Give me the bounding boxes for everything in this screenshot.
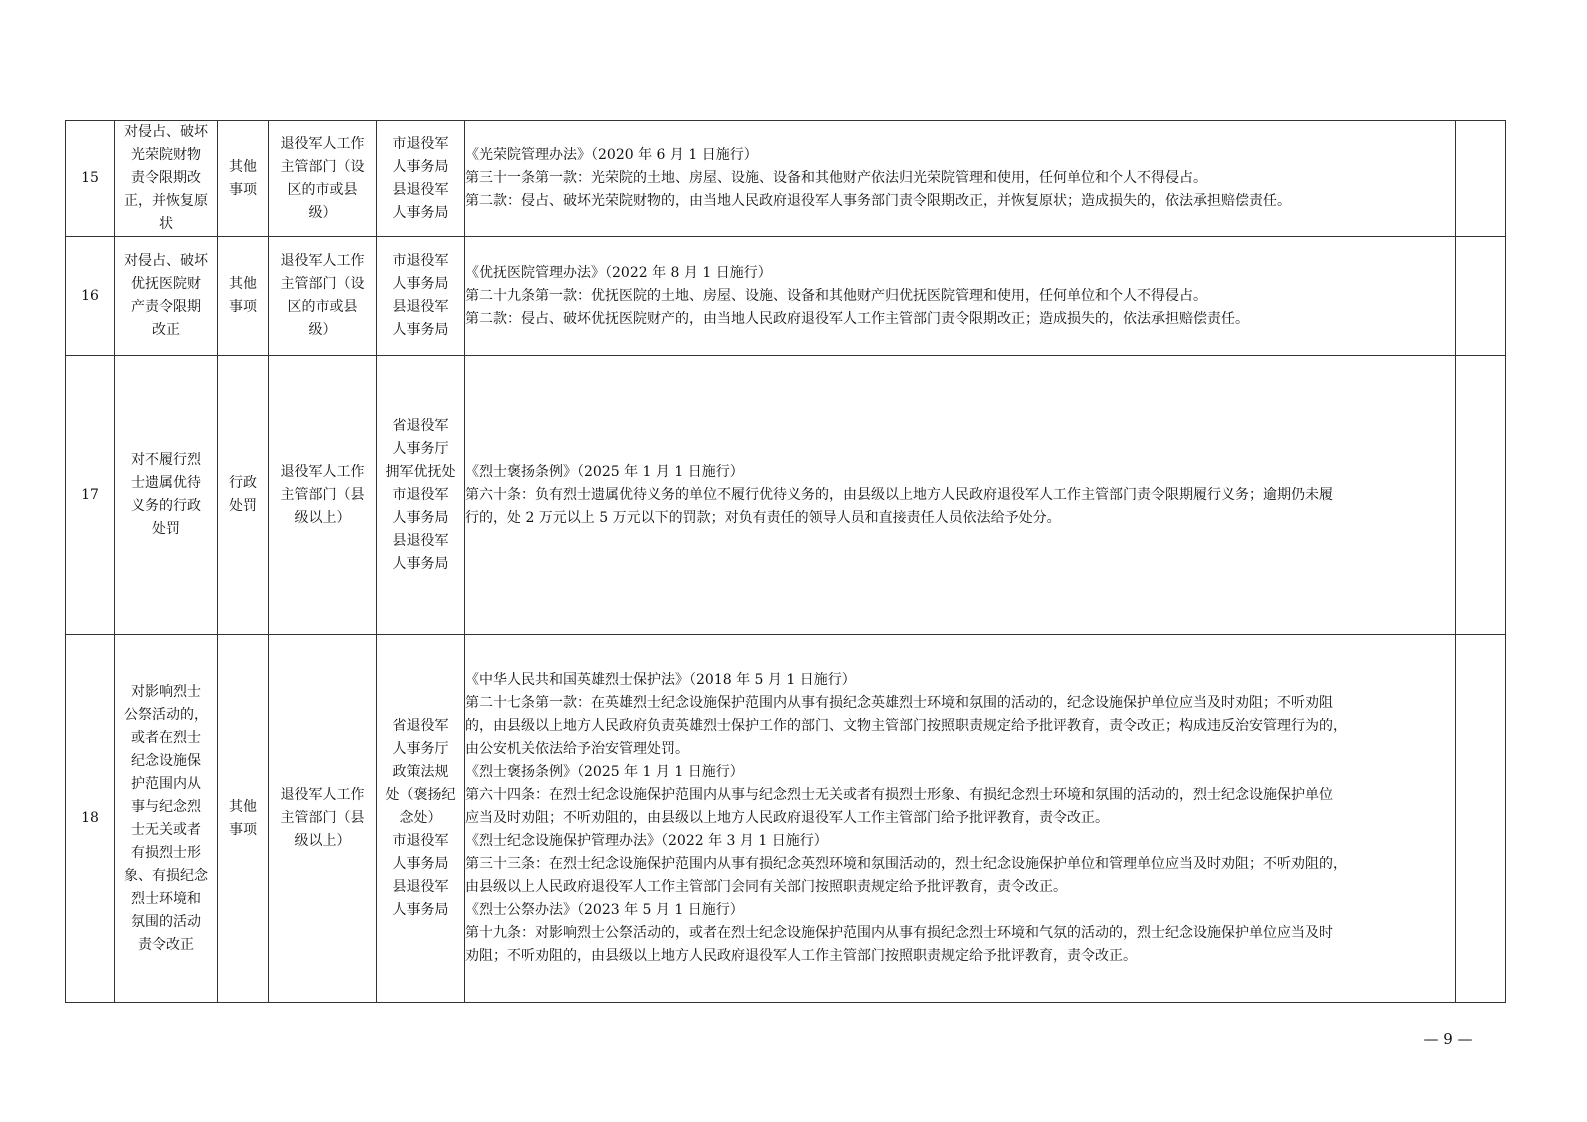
cell-text-line: 改正	[152, 322, 180, 338]
cell-text-line: 市退役军	[392, 135, 449, 152]
executor-cell	[377, 356, 465, 635]
cell-text-line: 人事务厅	[392, 440, 449, 457]
cell-text-line: 县退役军	[392, 879, 449, 895]
category-cell	[218, 237, 269, 356]
cell-text-line: 第三十一条第一款：光荣院的土地、房屋、设施、设备和其他财产依法归光荣院管理和使用，任何单位和个人不得侵占。	[465, 170, 1207, 186]
cell-text-line: 《光荣院管理办法》（2020 年 6 月 1 日施行）	[465, 147, 758, 163]
cell-text-line: 《烈士纪念设施保护管理办法》（2022 年 3 月 1 日施行）	[465, 833, 828, 849]
cell-text-line: 《烈士公祭办法》（2023 年 5 月 1 日施行）	[465, 902, 744, 918]
authority-cell	[269, 237, 377, 356]
cell-text-line: 的，由县级以上地方人民政府负责英雄烈士保护工作的部门、文物主管部门按照职责规定给予批评教育，责令改正；构成违反治安管理行为的，	[465, 718, 1347, 734]
legal-basis-cell	[465, 121, 1456, 237]
cell-text-line: 县退役军	[392, 299, 449, 315]
cell-text-line: 状	[159, 216, 173, 232]
cell-text-line: 退役军人工作	[280, 253, 365, 269]
row-number: 15	[66, 121, 115, 237]
cell-text-line: 第十九条：对影响烈士公祭活动的，或者在烈士纪念设施保护范围内从事有损纪念烈士环境和气氛的活动的，烈士纪念设施保护单位应当及时	[465, 925, 1333, 941]
cell-text-line: 有损烈士形	[131, 844, 201, 861]
cell-text-line: 第三十三条：在烈士纪念设施保护范围内从事有损纪念英烈环境和氛围活动的，烈士纪念设施保护单位和管理单位应当及时劝阻；不听劝阻的，	[465, 856, 1347, 872]
cell-text-line: 《优抚医院管理办法》（2022 年 8 月 1 日施行）	[465, 264, 772, 281]
cell-text-line: 责令改正	[138, 936, 194, 953]
cell-text-line: 市退役军	[392, 486, 449, 503]
cell-text-line: 劝阻；不听劝阻的，由县级以上地方人民政府退役军人工作主管部门按照职责规定给予批评教育，责令改正。	[465, 948, 1137, 964]
cell-text-line: 应当及时劝阻；不听劝阻的，由县级以上地方人民政府退役军人工作主管部门给予批评教育，责令改正。	[465, 810, 1109, 826]
cell-text-line: 公祭活动的，	[124, 706, 208, 723]
cell-text-line: 人事务局	[392, 204, 449, 221]
cell-text-line: 主管部门（设	[280, 276, 365, 292]
cell-text-line: 优抚医院财	[131, 276, 201, 292]
cell-text-line: 产责令限期	[131, 299, 201, 315]
cell-text-line: 事项	[229, 181, 257, 198]
item-name-cell	[115, 237, 218, 356]
cell-text-line: 烈士环境和	[131, 890, 201, 907]
item-name-cell	[115, 121, 218, 237]
cell-text-line: 《烈士褒扬条例》（2025 年 1 月 1 日施行）	[465, 463, 744, 480]
cell-text-line: 事与纪念烈	[131, 798, 201, 815]
cell-text-line: 士无关或者	[131, 821, 201, 838]
cell-text-line: 退役军人工作	[280, 463, 365, 480]
cell-text-line: 义务的行政	[131, 498, 201, 514]
cell-text-line: 级）	[308, 204, 337, 221]
cell-text-line: 市退役军	[392, 253, 449, 269]
cell-text-line: 县退役军	[392, 532, 449, 549]
executor-cell	[377, 635, 465, 1003]
category-cell	[218, 635, 269, 1003]
cell-text-line: 人事务局	[392, 509, 449, 526]
cell-text-line: 《中华人民共和国英雄烈士保护法》（2018 年 5 月 1 日施行）	[465, 672, 856, 688]
cell-text-line: 氛围的活动	[131, 913, 201, 930]
cell-text-line: 其他	[229, 276, 257, 292]
remark-cell	[1456, 237, 1506, 356]
cell-text-line: 象、有损纪念	[124, 867, 208, 884]
cell-text-line: 第六十四条：在烈士纪念设施保护范围内从事与纪念烈士无关或者有损烈士形象、有损纪念烈士环境和氛围的活动的，烈士纪念设施保护单位	[465, 787, 1333, 803]
remark-cell	[1456, 356, 1506, 635]
cell-text-line: 处（褒扬纪	[385, 787, 456, 803]
cell-text-line: 对侵占、破坏	[124, 253, 208, 269]
cell-text-line: 人事务局	[392, 902, 449, 918]
item-name-cell	[115, 635, 218, 1003]
cell-text-line: 区的市或县	[287, 181, 358, 198]
authority-cell	[269, 635, 377, 1003]
cell-text-line: 级以上）	[294, 509, 351, 526]
cell-text-line: 处罚	[152, 521, 180, 537]
cell-text-line: 第二款：侵占、破坏优抚医院财产的，由当地人民政府退役军人工作主管部门责令限期改正；造成损失的，依法承担赔偿责任。	[465, 310, 1249, 327]
table-row	[66, 356, 1506, 635]
page-number: — 9 —	[1423, 1030, 1473, 1048]
executor-cell	[377, 237, 465, 356]
cell-text-line: 正，并恢复原	[124, 193, 208, 209]
cell-text-line: 由县级以上人民政府退役军人工作主管部门会同有关部门按照职责规定给予批评教育，责令改正。	[465, 879, 1067, 895]
cell-text-line: 或者在烈士	[131, 729, 201, 746]
executor-cell	[377, 121, 465, 237]
cell-text-line: 行的，处 2 万元以上 5 万元以下的罚款；对负有责任的领导人员和直接责任人员依法给予处分。	[465, 509, 1061, 526]
cell-text-line: 由公安机关依法给予治安管理处罚。	[465, 741, 689, 757]
cell-text-line: 人事务局	[392, 322, 449, 338]
cell-text-line: 级）	[308, 322, 337, 338]
responsibility-table	[65, 120, 1506, 1003]
legal-basis-cell	[465, 635, 1456, 1003]
category-cell	[218, 121, 269, 237]
authority-cell	[269, 356, 377, 635]
cell-text-line: 士遗属优待	[131, 475, 201, 491]
cell-text-line: 第二款：侵占、破坏光荣院财物的，由当地人民政府退役军人事务部门责令限期改正，并恢复原状；造成损失的，依法承担赔偿责任。	[465, 193, 1291, 209]
cell-text-line: 人事务局	[392, 276, 449, 292]
cell-text-line: 主管部门（设	[280, 158, 365, 175]
cell-text-line: 第二十九条第一款：优抚医院的土地、房屋、设施、设备和其他财产归优抚医院管理和使用，任何单位和个人不得侵占。	[465, 287, 1207, 304]
cell-text-line: 《烈士褒扬条例》（2025 年 1 月 1 日施行）	[465, 764, 744, 780]
cell-text-line: 主管部门（县	[280, 810, 365, 826]
cell-text-line: 拥军优抚处	[385, 463, 456, 480]
cell-text-line: 退役军人工作	[280, 787, 365, 803]
cell-text-line: 纪念设施保	[131, 752, 201, 769]
cell-text-line: 念处）	[399, 810, 442, 826]
cell-text-line: 市退役军	[392, 833, 449, 849]
cell-text-line: 人事务局	[392, 555, 449, 572]
cell-text-line: 区的市或县	[287, 299, 358, 315]
cell-text-line: 人事务局	[392, 856, 449, 872]
cell-text-line: 对影响烈士	[131, 683, 201, 700]
cell-text-line: 对不履行烈	[131, 452, 201, 468]
table-row	[66, 635, 1506, 1003]
remark-cell	[1456, 635, 1506, 1003]
cell-text-line: 对侵占、破坏	[124, 124, 208, 140]
row-number: 16	[66, 237, 115, 356]
cell-text-line: 事项	[229, 299, 257, 315]
cell-text-line: 第二十七条第一款：在英雄烈士纪念设施保护范围内从事有损纪念英雄烈士环境和氛围的活动的，纪念设施保护单位应当及时劝阻；不听劝阻	[465, 695, 1333, 711]
cell-text-line: 光荣院财物	[131, 147, 201, 163]
category-cell	[218, 356, 269, 635]
legal-basis-cell	[465, 356, 1456, 635]
cell-text-line: 责令限期改	[131, 170, 201, 186]
row-number: 17	[66, 356, 115, 635]
cell-text-line: 主管部门（县	[280, 486, 365, 503]
authority-cell	[269, 121, 377, 237]
cell-text-line: 第六十条：负有烈士遗属优待义务的单位不履行优待义务的，由县级以上地方人民政府退役军人工作主管部门责令限期履行义务；逾期仍未履	[465, 486, 1333, 503]
cell-text-line: 省退役军	[392, 417, 449, 434]
cell-text-line: 省退役军	[392, 718, 449, 734]
cell-text-line: 退役军人工作	[280, 135, 365, 152]
cell-text-line: 政策法规	[392, 764, 449, 780]
cell-text-line: 人事务厅	[392, 741, 449, 757]
legal-basis-cell	[465, 237, 1456, 356]
cell-text-line: 级以上）	[294, 833, 351, 849]
cell-text-line: 护范围内从	[131, 775, 201, 792]
cell-text-line: 其他	[229, 798, 257, 815]
cell-text-line: 县退役军	[392, 181, 449, 198]
cell-text-line: 人事务局	[392, 158, 449, 175]
cell-text-line: 处罚	[229, 498, 257, 514]
cell-text-line: 行政	[229, 475, 257, 491]
item-name-cell	[115, 356, 218, 635]
row-number: 18	[66, 635, 115, 1003]
cell-text-line: 其他	[229, 158, 257, 175]
remark-cell	[1456, 121, 1506, 237]
table-row	[66, 121, 1506, 237]
cell-text-line: 事项	[229, 821, 257, 838]
table-row	[66, 237, 1506, 356]
